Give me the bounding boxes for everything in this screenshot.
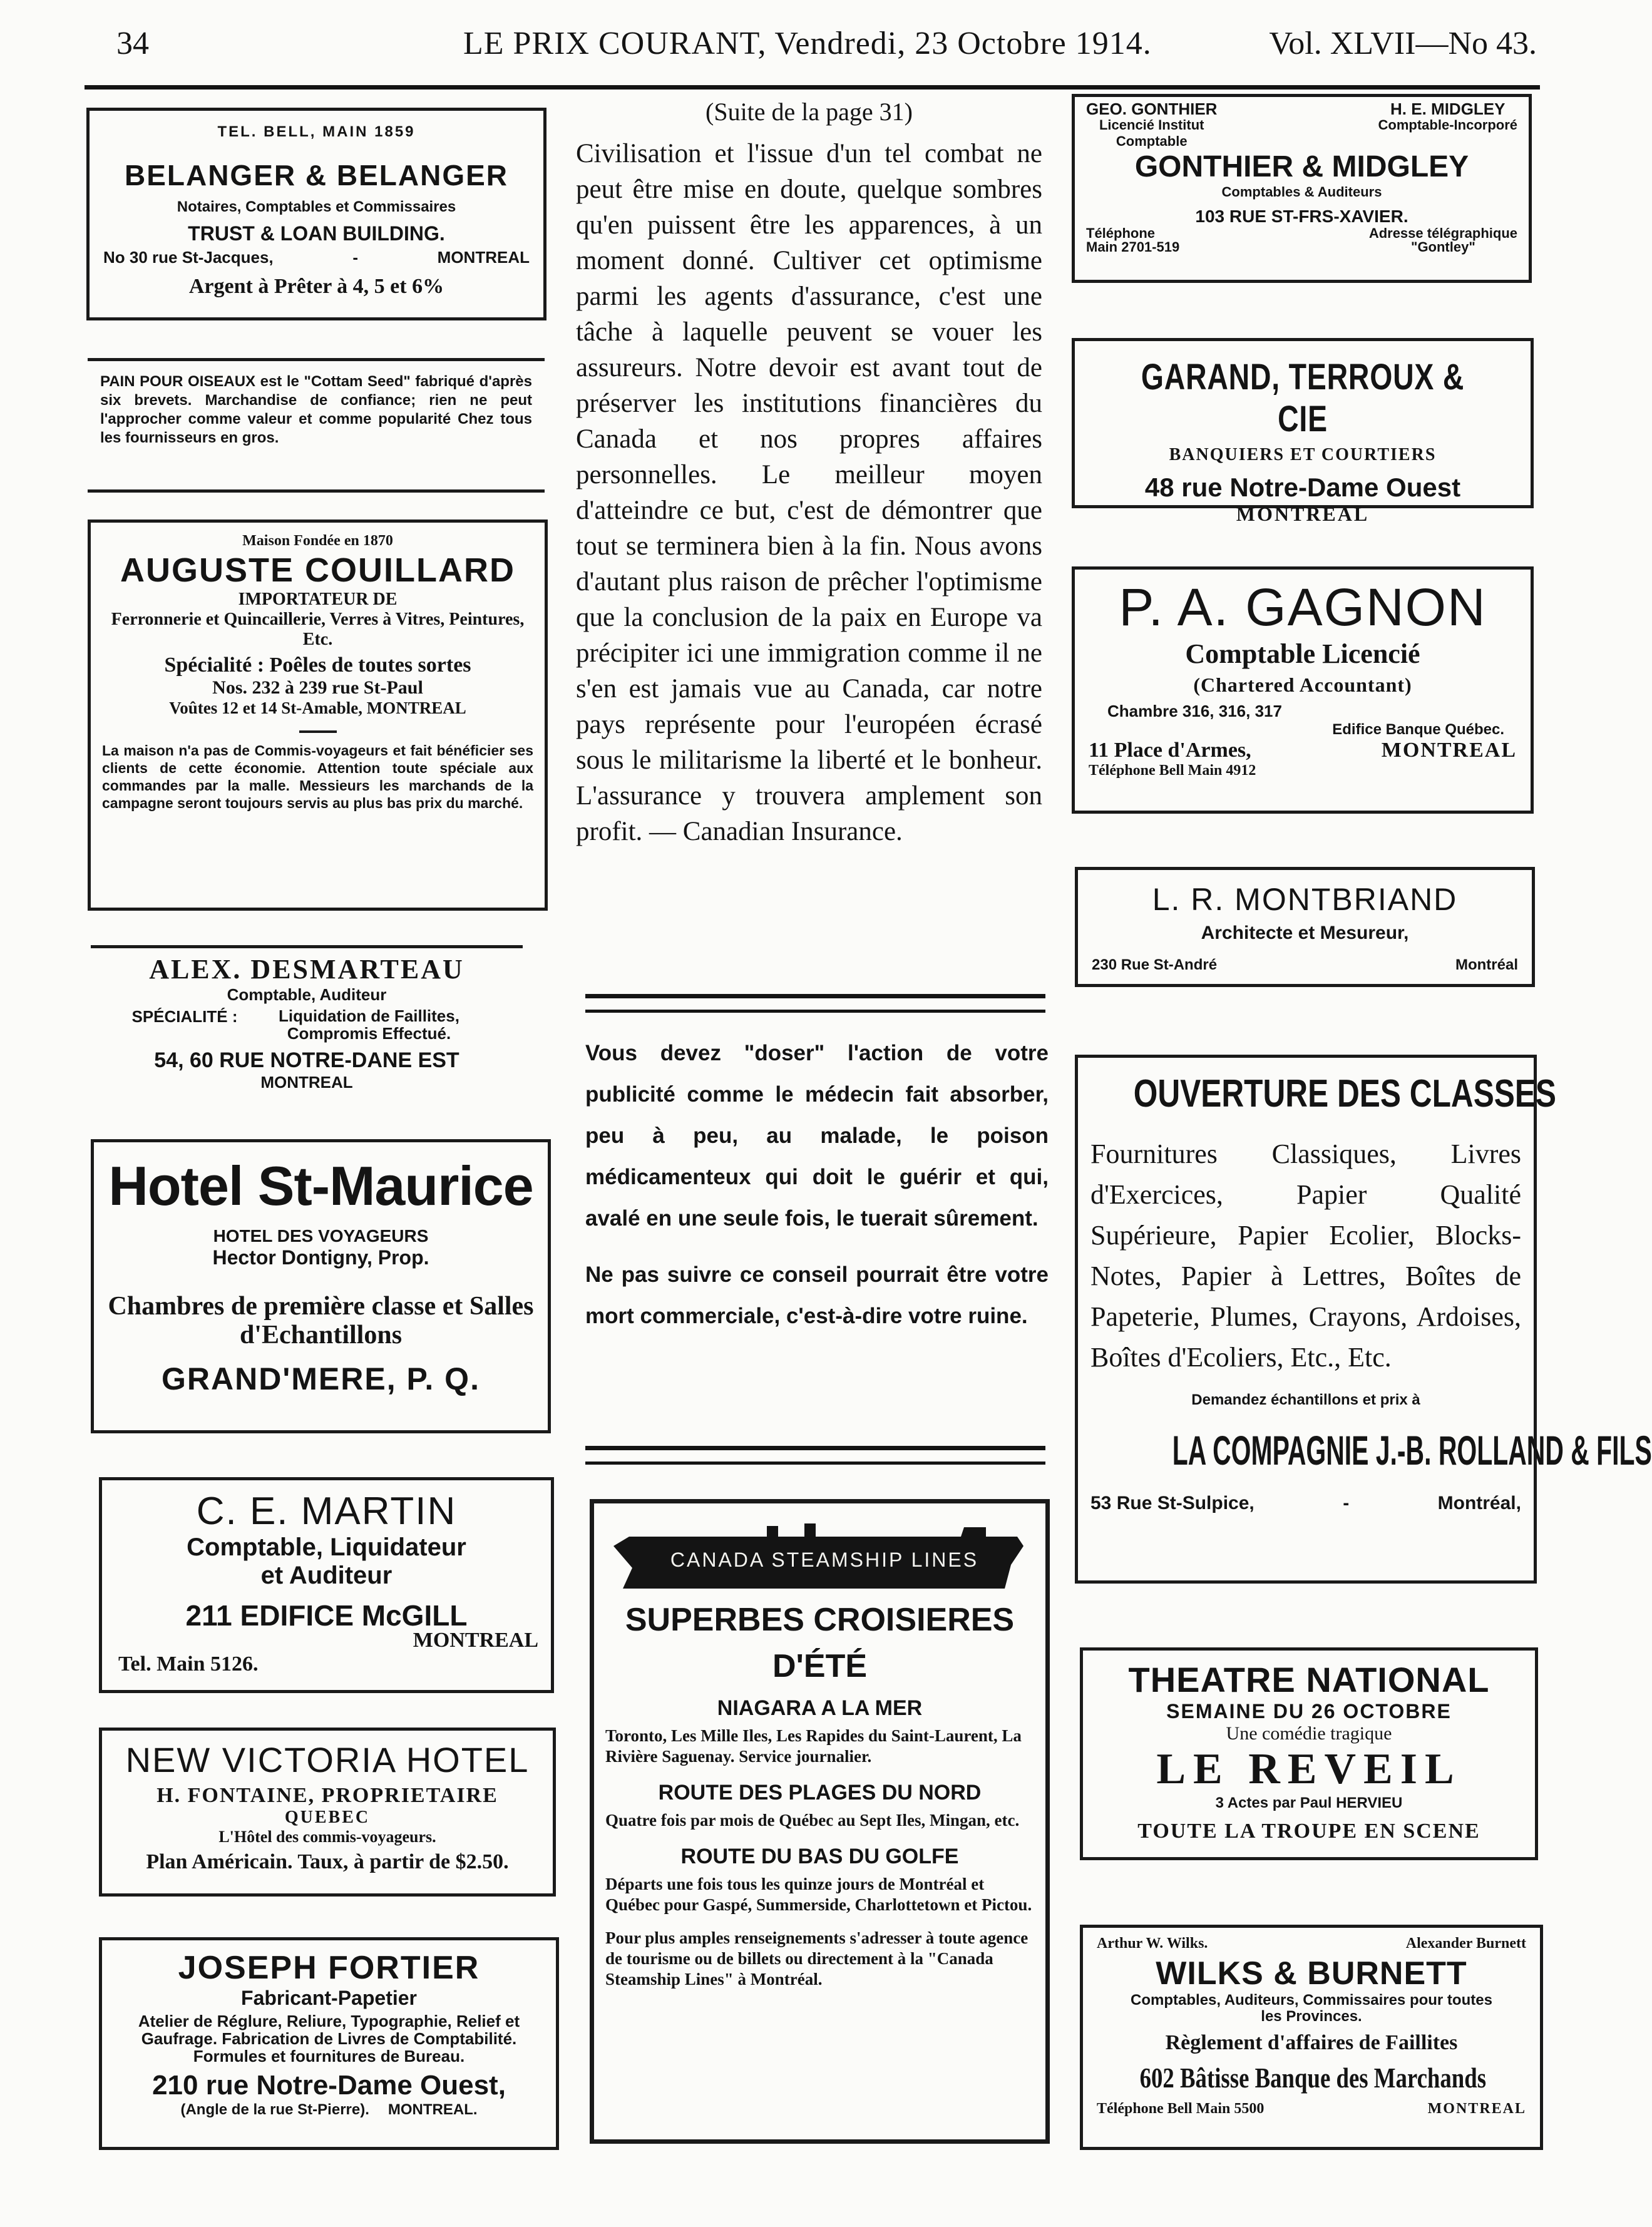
gonthier-phone: Main 2701-519 [1086,239,1180,255]
ad-pa-gagnon [1072,566,1534,814]
steamship-sec3-title: ROUTE DU BAS DU GOLFE [680,1845,959,1868]
gonthier-firm: GONTHIER & MIDGLEY [1134,150,1469,183]
steamship-sec1-title: NIAGARA A LA MER [717,1696,923,1720]
theatre-genre: Une comédie tragique [1226,1723,1392,1744]
ad-garand-terroux [1072,338,1534,525]
ad-belanger-role: Notaires, Comptables et Commissaires [177,198,456,215]
ad-fortier-corner: (Angle de la rue St-Pierre). [180,2101,369,2118]
theatre-play: LE REVEIL [1156,1745,1462,1793]
notice-advertising [585,1033,1049,1337]
ad-stmaurice-rooms: Chambres de première classe et Salles d'Echantillons [108,1292,534,1349]
gagnon-address: 11 Place d'Armes, [1089,739,1251,762]
gonthier-left-role1: Licencié Institut [1099,117,1204,133]
ad-desmarteau-city: MONTREAL [260,1073,353,1092]
classes-text: Fournitures Classiques, Livres d'Exercices, Papier Qualité Supérieure, Papier Ecolier, Blocks-Notes, Papier à Lettres, Boîtes de Papeterie, Plumes, Crayons, Ardoises, Boîtes d'Ecoliers, Etc., Etc. [1090,1139,1521,1373]
gonthier-address: 103 RUE ST-FRS-XAVIER. [1195,207,1408,226]
montbriand-city: Montréal [1455,956,1518,973]
ad-fortier-desc: Atelier de Réglure, Reliure, Typographie, Relief et Gaufrage. Fabrication de Livres de Comptabilité. Formules et fournitures de Bureau. [138,2012,520,2066]
ad-stmaurice-city: GRAND'MERE, P. Q. [162,1361,480,1396]
wilks-address: 602 Bâtisse Banque des Marchands [1139,2062,1487,2094]
ad-theatre-national [1080,1647,1538,1860]
ad-belanger-tel: TEL. BELL, MAIN 1859 [217,123,416,140]
gonthier-firm-role: Comptables & Auditeurs [1221,184,1382,200]
steamship-headline-1: SUPERBES CROISIERES [625,1602,1015,1638]
page-header [0,14,1618,83]
ad-gonthier-midgley [1072,94,1532,283]
ad-desmarteau-name: ALEX. DESMARTEAU [149,954,464,985]
ad-martin-address: 211 EDIFICE McGILL [185,1599,468,1632]
gonthier-left-name: GEO. GONTHIER [1086,100,1218,118]
ad-martin-city: MONTREAL [413,1629,538,1652]
ad-hotel-st-maurice [91,1139,551,1433]
ad-wilks-burnett [1080,1925,1543,2150]
header-rule [85,85,1540,90]
ad-belanger-address: No 30 rue St-Jacques, [103,248,274,267]
gagnon-role2: (Chartered Accountant) [1193,673,1412,696]
ad-stmaurice-sub: HOTEL DES VOYAGEURS [213,1226,429,1246]
ad-belanger [86,108,546,320]
wilks-city: MONTREAL [1427,2101,1526,2117]
gonthier-right-role: Comptable-Incorporé [1378,117,1517,133]
steamship-info: Pour plus amples renseignements s'adresser à toute agence de tourisme ou de billets ou directement à la "Canada Steamship Lines" à Montréal. [605,1928,1029,1989]
montbriand-name: L. R. MONTBRIAND [1152,882,1458,917]
ad-couillard-name: AUGUSTE COUILLARD [120,551,515,589]
ad-victoria-owner: H. FONTAINE, PROPRIETAIRE [156,1784,498,1807]
ad-victoria-rate: Plan Américain. Taux, à partir de $2.50. [146,1850,509,1873]
ad-couillard-note: La maison n'a pas de Commis-voyageurs et fait bénéficier ses clients de cette économie. Attention toute spéciale aux commandes par la malle. Messieurs les marchands de la campagne seront toujours servis au plus bas prix du marché. [102,742,533,811]
ad-martin-role2: et Auditeur [260,1562,392,1589]
ad-belanger-name: BELANGER & BELANGER [124,159,509,192]
ad-couillard-specialty: Spécialité : Poêles de toutes sortes [164,653,471,677]
ad-fortier-role: Fabricant-Papetier [241,1987,417,2009]
steamship-banner [605,1503,1034,1591]
ad-montbriand [1075,867,1535,987]
ad-martin-role1: Comptable, Liquidateur [187,1533,466,1561]
wilks-left: Arthur W. Wilks. [1097,1935,1208,1952]
steamship-sec1-text: Toronto, Les Mille Iles, Les Rapides du Saint-Laurent, La Rivière Saguenay. Service journalier. [605,1726,1022,1766]
ad-stmaurice-owner: Hector Dontigny, Prop. [212,1246,429,1269]
section-rule-2 [585,1446,1045,1465]
gonthier-phone-label: Téléphone [1086,225,1156,241]
steamship-banner-text: CANADA STEAMSHIP LINES [670,1549,979,1571]
volume-number: Vol. XLVII—No 43. [1269,26,1537,61]
ad-belanger-building: TRUST & LOAN BUILDING. [188,222,445,245]
classes-city: Montréal, [1437,1493,1521,1513]
article-body: Civilisation et l'issue d'un tel combat ne peut être mise en doute, quelque sombres qu'en puissent être les apparences, à un moment donné. Cultiver cet optimisme parmi les agents d'assurance, c'est une tâche à laquelle peuvent se vouer les assureurs. Notre devoir est avant tout de préserver les institutions financières du Canada et nos propres affaires personnelles. Le meilleur moyen d'atteindre ce but, c'est de démontrer que tout se terminera bien à la fin. Nous avons d'autant plus raison de prêcher l'optimisme que la conclusion de la paix en Europe va précipiter ici une immigration comme il ne s'en est jamais vue au Canada, car notre pays représente pour l'européen écrasé sous le militarisme la liberté et le bonheur. L'assurance y trouvera amplement son profit. — Canadian Insurance. [576,139,1042,846]
theatre-name: THEATRE NATIONAL [1128,1660,1490,1699]
ad-fortier-city: MONTREAL. [387,2101,478,2118]
ad-new-victoria-hotel [99,1728,556,1897]
ad-victoria-desc: L'Hôtel des commis-voyageurs. [218,1828,436,1846]
ad-desmarteau-specialty-label: SPÉCIALITÉ : [131,1007,238,1026]
gagnon-tel: Téléphone Bell Main 4912 [1089,762,1256,779]
ad-desmarteau [91,945,523,1102]
theatre-week: SEMAINE DU 26 OCTOBRE [1166,1700,1452,1723]
wilks-role: Comptables, Auditeurs, Commissaires pour toutes les Provinces. [1131,1992,1492,2025]
montbriand-role: Architecte et Mesureur, [1201,923,1409,943]
gagnon-city: MONTREAL [1381,739,1517,762]
page-number: 34 [116,26,149,61]
article-suite: (Suite de la page 31) [705,98,913,126]
ad-martin-name: C. E. MARTIN [196,1490,457,1533]
garand-name: GARAND, TERROUX & CIE [1141,357,1465,439]
ad-belanger-city: MONTREAL [437,248,530,267]
wilks-settle: Règlement d'affaires de Faillites [1165,2031,1458,2054]
gagnon-role: Comptable Licencié [1185,638,1420,669]
section-rule-1 [585,994,1045,1013]
ad-couillard-address2: Voûtes 12 et 14 St-Amable, MONTREAL [169,699,466,717]
classes-samples: Demandez échantillons et prix à [1191,1391,1420,1408]
ad-canada-steamship [590,1499,1050,2144]
gagnon-rooms: Chambre 316, 316, 317 [1107,702,1282,720]
ad-couillard-goods: Ferronnerie et Quincaillerie, Verres à Vitres, Peintures, Etc. [111,610,525,649]
gonthier-right-name: H. E. MIDGLEY [1390,100,1506,118]
garand-city: MONTREAL [1236,503,1370,525]
ad-martin-tel: Tel. Main 5126. [118,1652,259,1676]
ad-desmarteau-specialty: Liquidation de Faillites, Compromis Effectué. [279,1006,459,1043]
ad-joseph-fortier [99,1937,559,2150]
ad-belanger-loan: Argent à Prêter à 4, 5 et 6% [188,275,444,298]
ad-victoria-name: NEW VICTORIA HOTEL [125,1740,530,1779]
ad-desmarteau-role: Comptable, Auditeur [227,985,387,1004]
wilks-firm: WILKS & BURNETT [1156,1955,1467,1992]
ad-fortier-name: JOSEPH FORTIER [178,1950,480,1986]
classes-title: OUVERTURE DES CLASSES [1133,1072,1557,1115]
classes-address: 53 Rue St-Sulpice, [1090,1493,1254,1513]
notice-paragraph-2: Ne pas suivre ce conseil pourrait être votre mort commerciale, c'est-à-dire votre ruine. [585,1262,1049,1328]
ad-couillard-divider [299,730,337,733]
wilks-tel: Téléphone Bell Main 5500 [1097,2101,1265,2117]
notice-paragraph-1: Vous devez "doser" l'action de votre publicité comme le médecin fait absorber, peu à peu, au malade, le poison médicamenteux qui doit le guérir et qui, avalé en une seule fois, le tuerait sûrement. [585,1041,1049,1231]
steamship-headline-2: D'ÉTÉ [772,1648,868,1684]
ad-belanger-dash: - [352,248,358,267]
ad-ce-martin [99,1477,554,1693]
ad-couillard-address1: Nos. 232 à 239 rue St-Paul [212,677,423,698]
ad-pain-text: PAIN POUR OISEAUX est le "Cottam Seed" fabriqué d'après six brevets. Marchandise de confiance; rien ne peut l'approcher comme valeur et comme popularité Chez tous les fournisseurs en gros. [100,373,532,446]
theatre-acts: 3 Actes par Paul HERVIEU [1215,1794,1403,1811]
steamship-sec2-text: Quatre fois par mois de Québec au Sept Iles, Mingan, etc. [605,1811,1020,1830]
gonthier-tele: "Gontley" [1411,239,1475,255]
gagnon-building: Edifice Banque Québec. [1332,721,1504,738]
garand-address: 48 rue Notre-Dame Ouest [1144,473,1461,502]
ad-couillard [88,520,548,911]
ad-desmarteau-address: 54, 60 RUE NOTRE-DANE EST [154,1048,459,1072]
wilks-right: Alexander Burnett [1405,1935,1526,1952]
montbriand-address: 230 Rue St-André [1092,956,1218,973]
gagnon-name: P. A. GAGNON [1119,578,1487,637]
garand-role: BANQUIERS ET COURTIERS [1169,445,1437,464]
ad-stmaurice-name: Hotel St-Maurice [108,1155,533,1217]
ad-victoria-city: QUEBEC [284,1808,371,1827]
steamship-sec3-text: Départs une fois tous les quinze jours de Montréal et Québec pour Gaspé, Summerside, Charlottetown et Pictou. [605,1875,1032,1914]
classes-company: LA COMPAGNIE J.-B. ROLLAND & FILS [1172,1427,1652,1473]
classes-dash: - [1343,1493,1350,1513]
masthead-title: LE PRIX COURANT, Vendredi, 23 Octobre 1914. [463,26,1152,61]
gonthier-tele-label: Adresse télégraphique [1368,225,1517,241]
ad-fortier-address: 210 rue Notre-Dame Ouest, [152,2070,506,2101]
ad-couillard-role: IMPORTATEUR DE [238,590,398,609]
ad-ouverture-classes [1075,1055,1652,1584]
ad-pain-oiseaux [88,358,545,493]
article-continued [576,94,1042,849]
ad-couillard-founded: Maison Fondée en 1870 [242,533,393,549]
steamship-sec2-title: ROUTE DES PLAGES DU NORD [658,1781,982,1805]
theatre-troupe: TOUTE LA TROUPE EN SCENE [1137,1820,1480,1843]
gonthier-left-role2: Comptable [1116,133,1188,149]
